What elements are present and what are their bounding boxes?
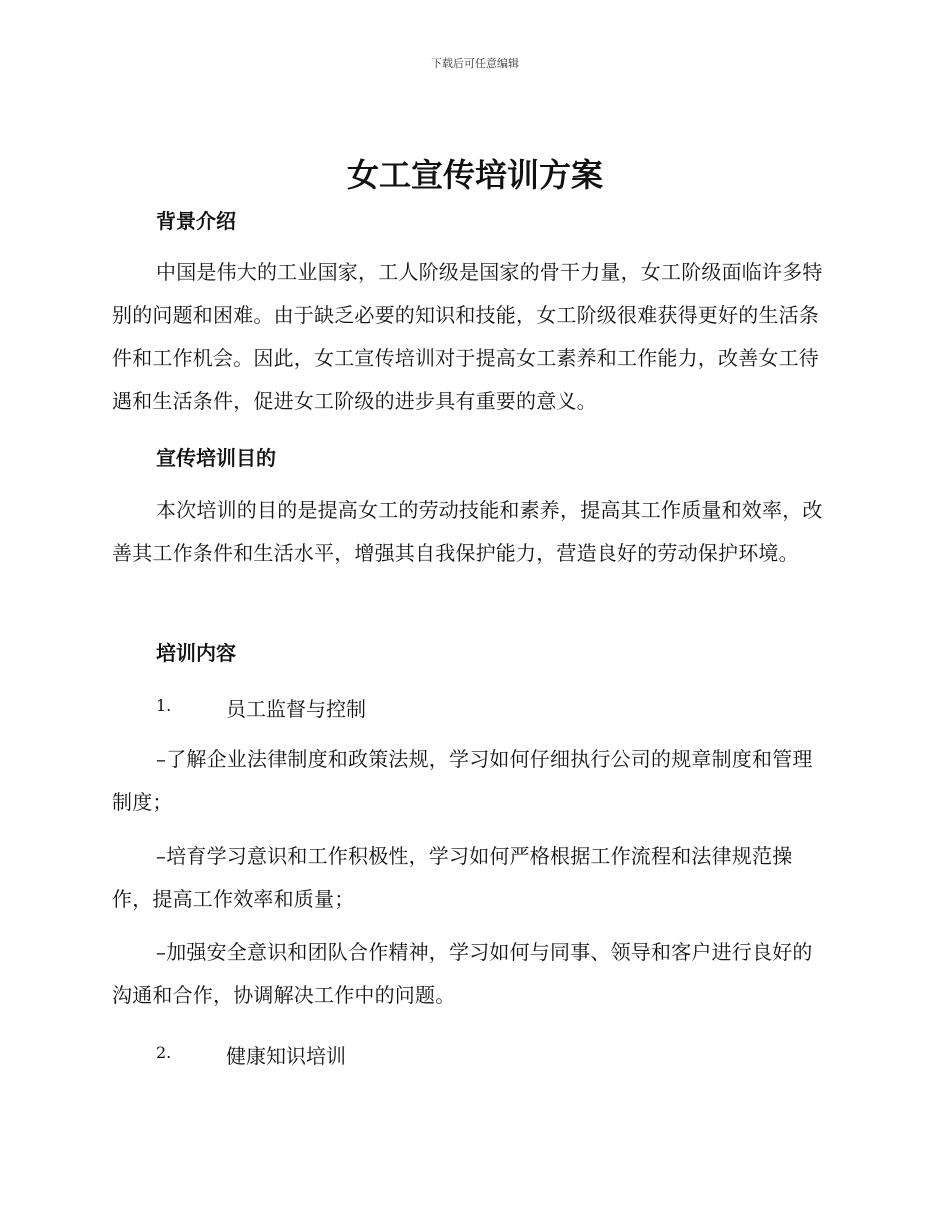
list-item-1-label: 员工监督与控制 xyxy=(226,697,366,721)
background-paragraph-block xyxy=(112,251,832,423)
bullet-3-block xyxy=(112,931,832,1017)
list-item-2 xyxy=(112,1040,832,1069)
background-paragraph: 中国是伟大的工业国家，工人阶级是国家的骨干力量，女工阶级面临许多特别的问题和困难。由于缺乏必要的知识和技能，女工阶级很难获得更好的生活条件和工作机会。因此，女工宣传培训对于提高女工素养和工作能力，改善女工待遇和生活条件，促进女工阶级的进步具有重要的意义。 xyxy=(112,260,823,413)
training-content-section xyxy=(112,637,832,666)
bullet-3: –加强安全意识和团队合作精神，学习如何与同事、领导和客户进行良好的沟通和合作，协调解决工作中的问题。 xyxy=(112,940,813,1007)
bullet-2: –培育学习意识和工作积极性，学习如何严格根据工作流程和法律规范操作，提高工作效率和质量； xyxy=(112,844,793,911)
document-title: 女工宣传培训方案 xyxy=(346,156,603,194)
purpose-section xyxy=(112,442,832,471)
bullet-1: –了解企业法律制度和政策法规，学习如何仔细执行公司的规章制度和管理制度； xyxy=(112,747,813,814)
purpose-paragraph: 本次培训的目的是提高女工的劳动技能和素养，提高其工作质量和效率，改善其工作条件和生活水平，增强其自我保护能力，营造良好的劳动保护环境。 xyxy=(112,498,823,565)
header-note: 下载后可任意编辑 xyxy=(431,57,519,70)
bullet-2-block xyxy=(112,835,832,921)
purpose-heading: 宣传培训目的 xyxy=(156,446,276,470)
bullet-1-block xyxy=(112,738,832,824)
list-item-2-number: 2. xyxy=(156,1043,172,1062)
background-heading: 背景介绍 xyxy=(156,209,236,233)
list-item-1-number: 1. xyxy=(156,696,172,715)
purpose-paragraph-block xyxy=(112,489,832,575)
list-item-1 xyxy=(112,693,832,722)
background-section xyxy=(112,205,832,234)
list-item-2-label: 健康知识培训 xyxy=(226,1044,346,1068)
training-content-heading: 培训内容 xyxy=(156,641,236,665)
